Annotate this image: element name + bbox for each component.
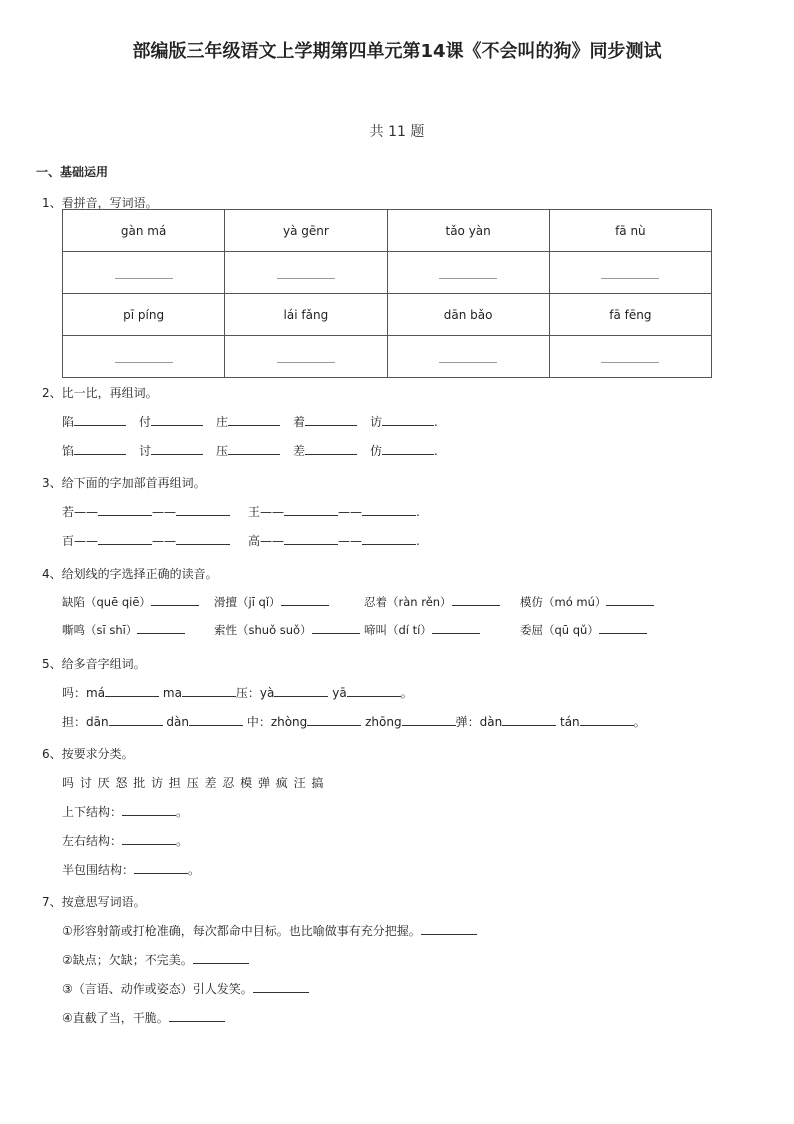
polyphone-label: tán — [560, 715, 580, 729]
definition-text: ④直截了当，干脆。 — [62, 1011, 169, 1025]
polyphone-label: dàn — [166, 715, 189, 729]
answer-blank[interactable] — [402, 715, 456, 726]
pinyin-cell: dān bǎo — [387, 294, 549, 336]
word-with-pinyin: 啼叫（dí tí） — [364, 623, 432, 637]
answer-cell[interactable] — [549, 252, 711, 294]
category-label: 半包围结构： — [62, 863, 135, 877]
answer-blank[interactable] — [362, 505, 416, 516]
char: 高 — [248, 534, 261, 548]
reading-row-2 — [62, 622, 647, 638]
polyphone-label: yā — [332, 686, 347, 700]
answer-blank[interactable] — [284, 534, 338, 545]
char: 着 — [293, 415, 306, 429]
polyphone-label: 弹：dàn — [455, 715, 503, 729]
dash: —— — [152, 505, 177, 519]
question-7-prompt: 7、按意思写词语。 — [42, 895, 146, 909]
answer-blank[interactable] — [151, 444, 203, 455]
word-with-pinyin: 委屈（qū qǔ） — [520, 623, 599, 637]
dash: —— — [74, 505, 99, 519]
dash: —— — [260, 505, 285, 519]
question-count: 共 11 题 — [369, 124, 425, 140]
answer-blank[interactable] — [151, 595, 199, 606]
pinyin-table — [62, 209, 712, 378]
section-heading: 一、基础运用 — [36, 165, 109, 179]
answer-cell[interactable] — [549, 336, 711, 378]
char: 庄 — [216, 415, 229, 429]
answer-blank[interactable] — [307, 715, 361, 726]
dash: —— — [338, 505, 363, 519]
dash: —— — [338, 534, 363, 548]
reading-row-1 — [62, 594, 654, 610]
answer-blank[interactable] — [134, 863, 188, 874]
polyphone-label: ma — [162, 686, 182, 700]
answer-blank[interactable] — [312, 623, 360, 634]
dash: —— — [260, 534, 285, 548]
answer-blank[interactable] — [98, 534, 152, 545]
answer-blank[interactable] — [362, 534, 416, 545]
answer-blank[interactable] — [281, 595, 329, 606]
answer-blank[interactable] — [105, 686, 159, 697]
char: 王 — [248, 505, 261, 519]
end-mark: 。 — [188, 863, 201, 877]
radical-row-1 — [62, 503, 420, 520]
char: 压 — [216, 444, 229, 458]
definition-row — [62, 922, 477, 939]
definition-row — [62, 951, 249, 968]
pinyin-row — [63, 210, 712, 252]
pinyin-row — [63, 294, 712, 336]
answer-blank[interactable] — [122, 805, 176, 816]
definition-text: ①形容射箭或打枪准确，每次都命中目标。也比喻做事有充分把握。 — [62, 924, 421, 938]
definition-text: ②缺点；欠缺；不完美。 — [62, 953, 193, 967]
answer-blank[interactable] — [182, 686, 236, 697]
polyphone-label: 吗：má — [62, 686, 106, 700]
answer-blank[interactable] — [606, 595, 654, 606]
answer-blank[interactable] — [274, 686, 328, 697]
char: 讨 — [139, 444, 152, 458]
period: . — [434, 415, 438, 429]
pinyin-cell: gàn má — [63, 210, 225, 252]
answer-blank[interactable] — [176, 505, 230, 516]
answer-blank[interactable] — [347, 686, 401, 697]
answer-cell[interactable] — [63, 252, 225, 294]
answer-blank[interactable] — [98, 505, 152, 516]
question-5-prompt: 5、给多音字组词。 — [42, 657, 146, 671]
answer-cell[interactable] — [225, 336, 387, 378]
char: 百 — [62, 534, 75, 548]
answer-cell[interactable] — [63, 336, 225, 378]
question-1-prompt: 1、看拼音，写词语。 — [42, 196, 158, 210]
answer-blank[interactable] — [228, 415, 280, 426]
radical-row-2 — [62, 532, 420, 549]
char: 若 — [62, 505, 75, 519]
answer-cell[interactable] — [225, 252, 387, 294]
word-with-pinyin: 嘶鸣（sī shī） — [62, 623, 138, 637]
page-title: 部编版三年级语文上学期第四单元第14课《不会叫的狗》同步测试 — [132, 41, 662, 62]
answer-blank[interactable] — [305, 444, 357, 455]
end-mark: 。 — [633, 715, 646, 729]
answer-blank[interactable] — [169, 1011, 225, 1022]
question-3-prompt: 3、给下面的字加部首再组词。 — [42, 476, 206, 490]
answer-blank[interactable] — [122, 834, 176, 845]
category-row — [62, 861, 200, 878]
definition-text: ③（言语、动作或姿态）引人发笑。 — [62, 982, 253, 996]
char: 付 — [139, 415, 152, 429]
answer-blank[interactable] — [151, 415, 203, 426]
answer-blank[interactable] — [452, 595, 500, 606]
answer-blank[interactable] — [382, 444, 434, 455]
category-row — [62, 803, 188, 820]
answer-cell[interactable] — [387, 336, 549, 378]
word-with-pinyin: 模仿（mó mú） — [520, 595, 607, 609]
compare-row-1 — [62, 413, 438, 430]
answer-blank[interactable] — [228, 444, 280, 455]
polyphone-label: 担：dān — [62, 715, 109, 729]
answer-blank[interactable] — [137, 623, 185, 634]
pinyin-cell: pī píng — [63, 294, 225, 336]
answer-blank[interactable] — [305, 415, 357, 426]
period: . — [416, 505, 420, 519]
answer-row — [63, 336, 712, 378]
pinyin-cell: yà gēnr — [225, 210, 387, 252]
end-mark: 。 — [176, 834, 189, 848]
category-label: 上下结构： — [62, 805, 123, 819]
word-with-pinyin: 忍着（ràn rěn） — [364, 595, 452, 609]
answer-blank[interactable] — [189, 715, 243, 726]
answer-blank[interactable] — [109, 715, 163, 726]
polyphone-row-1 — [62, 684, 413, 701]
answer-blank[interactable] — [74, 415, 126, 426]
answer-blank[interactable] — [193, 953, 249, 964]
answer-blank[interactable] — [176, 534, 230, 545]
char: 陷 — [62, 415, 75, 429]
category-row — [62, 832, 188, 849]
answer-blank[interactable] — [382, 415, 434, 426]
answer-blank[interactable] — [74, 444, 126, 455]
question-6-prompt: 6、按要求分类。 — [42, 747, 134, 761]
question-2-prompt: 2、比一比，再组词。 — [42, 386, 158, 400]
word-with-pinyin: 滑擅（jī qǐ） — [214, 595, 281, 609]
polyphone-label: zhōng — [365, 715, 402, 729]
answer-blank[interactable] — [421, 924, 477, 935]
polyphone-label: 中：zhòng — [246, 715, 308, 729]
answer-blank[interactable] — [580, 715, 634, 726]
period: . — [434, 444, 438, 458]
char: 仿 — [370, 444, 383, 458]
period: . — [416, 534, 420, 548]
dash: —— — [152, 534, 177, 548]
pinyin-cell: lái fǎng — [225, 294, 387, 336]
question-4-prompt: 4、给划线的字选择正确的读音。 — [42, 567, 218, 581]
answer-blank[interactable] — [432, 623, 480, 634]
char: 馅 — [62, 444, 75, 458]
pinyin-cell: fā nù — [549, 210, 711, 252]
answer-blank[interactable] — [253, 982, 309, 993]
word-with-pinyin: 缺陷（quē qiē） — [62, 595, 151, 609]
answer-blank[interactable] — [599, 623, 647, 634]
definition-row — [62, 980, 309, 997]
dash: —— — [74, 534, 99, 548]
compare-row-2 — [62, 442, 438, 459]
answer-row — [63, 252, 712, 294]
end-mark: 。 — [400, 686, 413, 700]
char: 访 — [370, 415, 383, 429]
end-mark: 。 — [176, 805, 189, 819]
word-with-pinyin: 索性（shuǒ suǒ） — [214, 623, 312, 637]
definition-row — [62, 1009, 225, 1026]
answer-blank[interactable] — [502, 715, 556, 726]
polyphone-row-2 — [62, 713, 646, 730]
category-label: 左右结构： — [62, 834, 123, 848]
answer-cell[interactable] — [387, 252, 549, 294]
polyphone-label: 压：yà — [235, 686, 275, 700]
answer-blank[interactable] — [284, 505, 338, 516]
pinyin-cell: tǎo yàn — [387, 210, 549, 252]
char-list: 吗 讨 厌 怒 批 访 担 压 差 忍 模 弹 疯 汪 搞 — [62, 776, 324, 790]
pinyin-cell: fā fēng — [549, 294, 711, 336]
char: 差 — [293, 444, 306, 458]
